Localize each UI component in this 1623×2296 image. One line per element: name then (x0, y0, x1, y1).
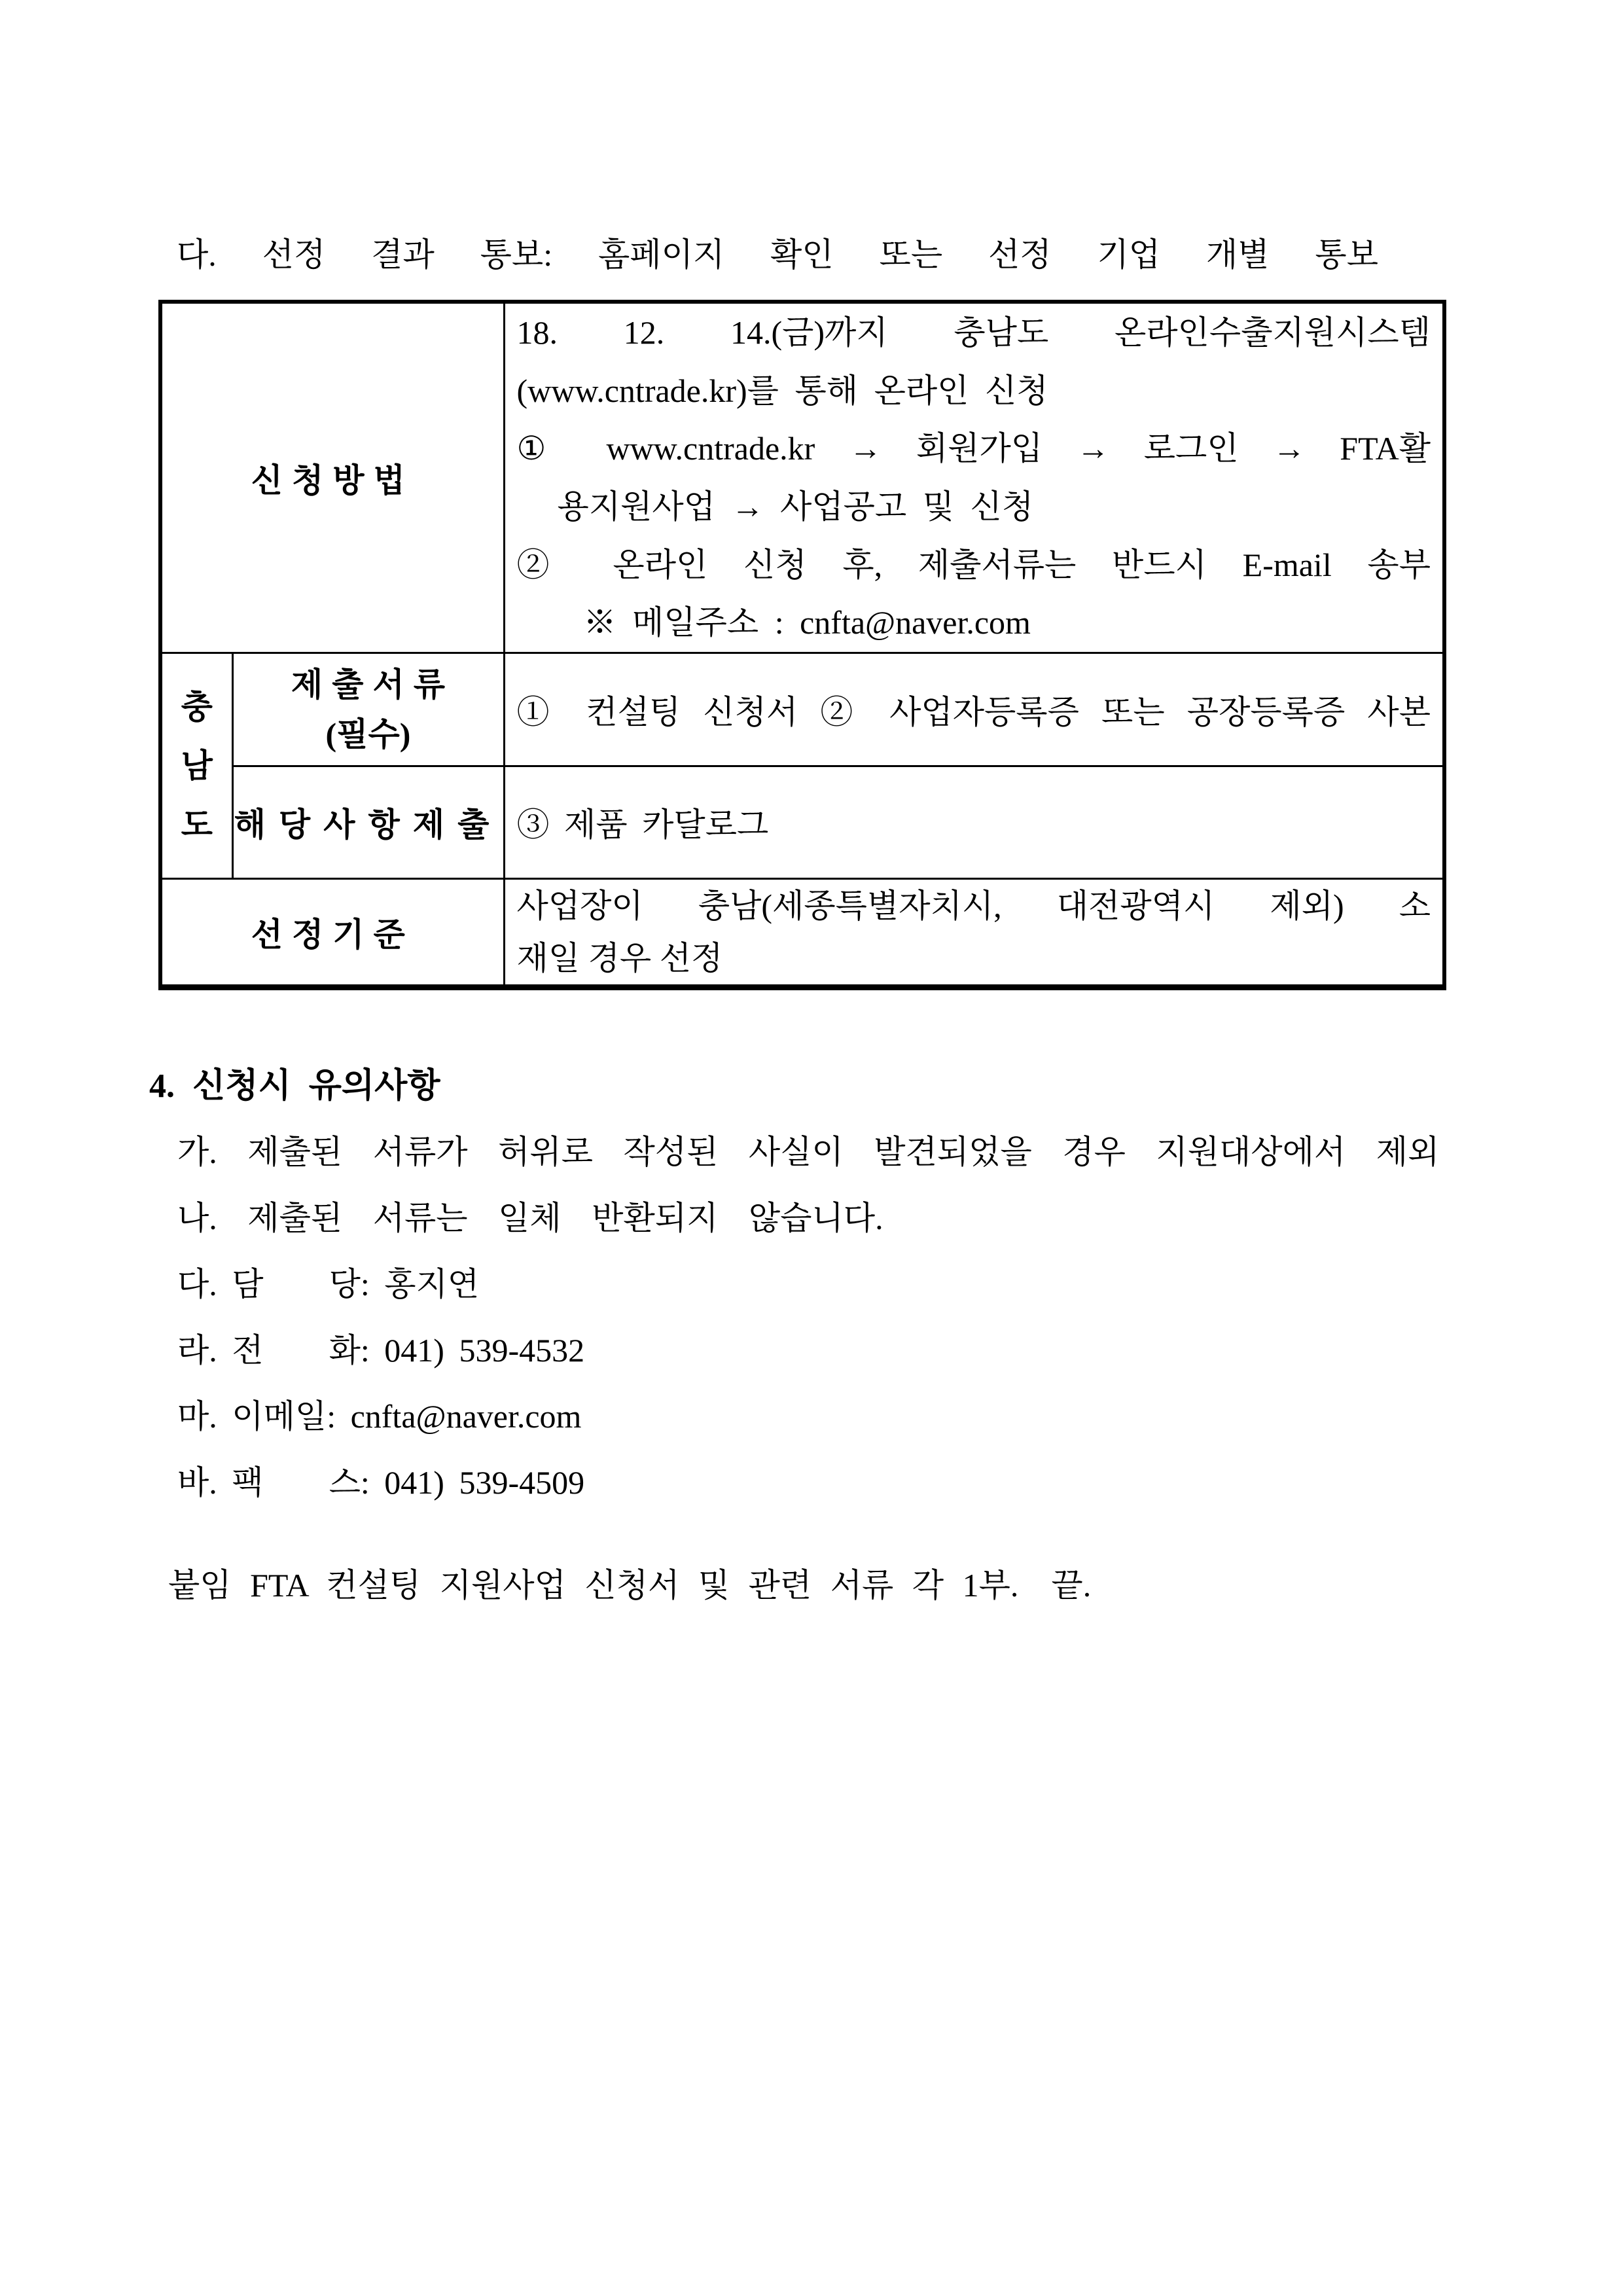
cell-required-documents-content (504, 653, 1444, 766)
application-method-label: 신청방법 (251, 462, 414, 499)
row-required-documents (160, 653, 1444, 766)
section4-item-phone: 라. 전 화: 041) 539-4532 (177, 1332, 585, 1369)
cell-selection-criteria-content (504, 879, 1444, 988)
notice-line-da: 다. 선정 결과 통보: 홈페이지 확인 또는 선정 기업 개별 통보 (177, 236, 1378, 273)
region-char-1: 충 (181, 689, 213, 725)
selection-criteria-label: 선정기준 (251, 916, 414, 953)
cell-application-method-content (504, 302, 1444, 653)
cell-application-method-label (160, 302, 504, 653)
section4-item-email: 마. 이메일: cnfta@naver.com (177, 1398, 582, 1435)
selection-criteria-line-1: 사업장이 충남(세종특별자치시, 대전광역시 제외) 소 (516, 888, 1431, 924)
cell-selection-criteria-label (160, 879, 504, 988)
region-char-2: 남 (181, 747, 213, 784)
cell-conditional-documents-label (232, 766, 504, 879)
conditional-documents-label: 해당사항제출 (234, 806, 503, 844)
section4-item-na: 나. 제출된 서류는 일체 반환되지 않습니다. (177, 1200, 883, 1236)
row-application-method (160, 302, 1444, 653)
region-char-3: 도 (181, 806, 213, 843)
section4-item-ga: 가. 제출된 서류가 허위로 작성된 사실이 발견되었을 경우 지원대상에서 제외 (177, 1134, 1440, 1170)
required-documents-sublabel: (필수) (325, 715, 411, 753)
cell-conditional-documents-content (504, 766, 1444, 879)
application-method-line-6: ※ 메일주소 : cnfta@naver.com (583, 604, 1031, 641)
row-selection-criteria (160, 879, 1444, 988)
application-method-line-4: 용지원사업 → 사업공고 및 신청 (557, 488, 1034, 525)
required-documents-label: 제출서류 (291, 666, 455, 703)
section4-item-fax: 바. 팩 스: 041) 539-4509 (177, 1464, 585, 1501)
section4-items (177, 1119, 1439, 1516)
application-method-line-5: ② 온라인 신청 후, 제출서류는 반드시 E-mail 송부 (516, 546, 1431, 583)
required-documents-content: ① 컨설팅 신청서 ② 사업자등록증 또는 공장등록증 사본 (516, 693, 1431, 730)
application-method-line-3: ① www.cntrade.kr → 회원가입 → 로그인 → FTA활 (516, 430, 1431, 467)
cell-region-chungnam (160, 653, 232, 879)
cell-required-documents-label (232, 653, 504, 766)
conditional-documents-content: ③ 제품 카달로그 (516, 806, 769, 844)
section4-title: 4. 신청시 유의사항 (149, 1067, 440, 1105)
application-method-line-1: 18. 12. 14.(금)까지 충남도 온라인수출지원시스템 (516, 314, 1431, 351)
section4-item-manager: 다. 담 당: 홍지연 (177, 1266, 480, 1302)
application-info-table (158, 300, 1446, 990)
row-conditional-documents (160, 766, 1444, 879)
application-method-line-2: (www.cntrade.kr)를 통해 온라인 신청 (516, 372, 1048, 409)
selection-criteria-line-2: 재일 경우 선정 (516, 940, 723, 977)
attachment-line: 붙임 FTA 컨설팅 지원사업 신청서 및 관련 서류 각 1부. 끝. (168, 1567, 1092, 1604)
